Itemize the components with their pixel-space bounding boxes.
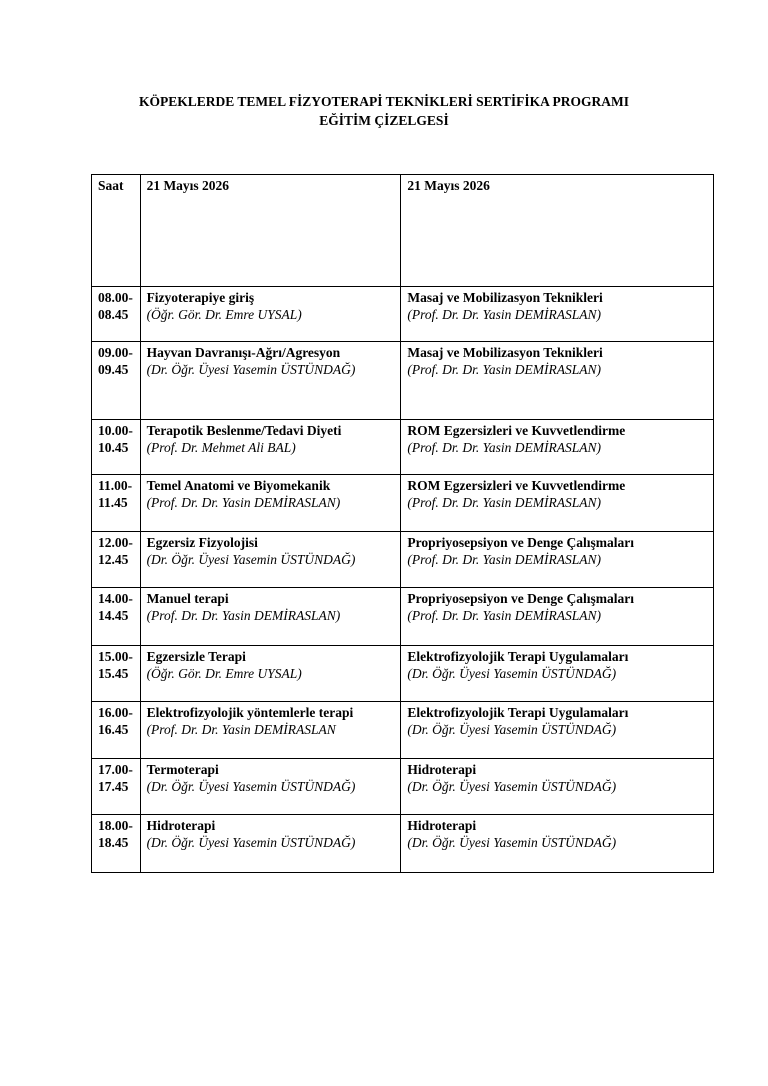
time-end: 15.45 — [98, 666, 129, 681]
day2-subject: Masaj ve Mobilizasyon Teknikleri — [407, 290, 603, 305]
time-cell — [92, 532, 141, 588]
table-row — [92, 287, 714, 342]
time-cell — [92, 646, 141, 702]
document-subtitle: EĞİTİM ÇİZELGESİ — [319, 113, 449, 128]
time-end: 17.45 — [98, 779, 129, 794]
day2-cell — [401, 420, 714, 475]
time-end: 14.45 — [98, 608, 129, 623]
day1-cell — [140, 342, 401, 420]
day1-cell — [140, 815, 401, 873]
day1-instructor: (Dr. Öğr. Üyesi Yasemin ÜSTÜNDAĞ) — [146, 779, 356, 794]
day1-cell — [140, 759, 401, 815]
time-start: 15.00- — [98, 649, 133, 664]
table-row — [92, 815, 714, 873]
day2-instructor: (Prof. Dr. Dr. Yasin DEMİRASLAN) — [407, 495, 602, 510]
time-end: 18.45 — [98, 835, 129, 850]
table-header-row — [92, 175, 714, 287]
day1-instructor: (Öğr. Gör. Dr. Emre UYSAL) — [146, 307, 302, 322]
day2-subject: Masaj ve Mobilizasyon Teknikleri — [407, 345, 603, 360]
time-start: 12.00- — [98, 535, 133, 550]
time-end: 11.45 — [98, 495, 128, 510]
time-start: 16.00- — [98, 705, 133, 720]
time-start: 18.00- — [98, 818, 133, 833]
day2-cell — [401, 815, 714, 873]
day1-instructor: (Öğr. Gör. Dr. Emre UYSAL) — [146, 666, 302, 681]
time-start: 10.00- — [98, 423, 133, 438]
table-row — [92, 588, 714, 646]
time-cell — [92, 475, 141, 532]
day1-instructor: (Dr. Öğr. Üyesi Yasemin ÜSTÜNDAĞ) — [146, 552, 356, 567]
time-end: 16.45 — [98, 722, 129, 737]
header-time: Saat — [92, 175, 141, 287]
day2-instructor: (Prof. Dr. Dr. Yasin DEMİRASLAN) — [407, 362, 602, 377]
day2-instructor: (Prof. Dr. Dr. Yasin DEMİRASLAN) — [407, 307, 602, 322]
table-row — [92, 420, 714, 475]
day1-cell — [140, 420, 401, 475]
schedule-table — [91, 174, 714, 873]
time-cell — [92, 420, 141, 475]
day2-subject: Hidroterapi — [407, 818, 477, 833]
day2-subject: Elektrofizyolojik Terapi Uygulamaları — [407, 649, 629, 664]
table-row — [92, 702, 714, 759]
day1-subject: Egzersiz Fizyolojisi — [146, 535, 258, 550]
time-end: 09.45 — [98, 362, 129, 377]
day2-subject: ROM Egzersizleri ve Kuvvetlendirme — [407, 478, 626, 493]
day1-instructor: (Prof. Dr. Dr. Yasin DEMİRASLAN) — [146, 495, 341, 510]
day2-subject: ROM Egzersizleri ve Kuvvetlendirme — [407, 423, 626, 438]
day1-cell — [140, 532, 401, 588]
day1-instructor: (Prof. Dr. Dr. Yasin DEMİRASLAN — [146, 722, 336, 737]
day1-instructor: (Dr. Öğr. Üyesi Yasemin ÜSTÜNDAĞ) — [146, 362, 356, 377]
day2-cell — [401, 287, 714, 342]
day2-subject: Propriyosepsiyon ve Denge Çalışmaları — [407, 591, 635, 606]
day2-cell — [401, 588, 714, 646]
day1-subject: Terapotik Beslenme/Tedavi Diyeti — [146, 423, 342, 438]
day1-subject: Temel Anatomi ve Biyomekanik — [146, 478, 331, 493]
day2-cell — [401, 342, 714, 420]
day1-cell — [140, 646, 401, 702]
day1-cell — [140, 475, 401, 532]
day2-instructor: (Dr. Öğr. Üyesi Yasemin ÜSTÜNDAĞ) — [407, 722, 617, 737]
day2-cell — [401, 759, 714, 815]
day1-subject: Egzersizle Terapi — [146, 649, 246, 664]
header-day2: 21 Mayıs 2026 — [401, 175, 714, 287]
day1-cell — [140, 702, 401, 759]
day2-instructor: (Prof. Dr. Dr. Yasin DEMİRASLAN) — [407, 608, 602, 623]
day2-instructor: (Dr. Öğr. Üyesi Yasemin ÜSTÜNDAĞ) — [407, 835, 617, 850]
time-end: 12.45 — [98, 552, 129, 567]
time-cell — [92, 702, 141, 759]
time-start: 11.00- — [98, 478, 133, 493]
time-cell — [92, 342, 141, 420]
day1-instructor: (Dr. Öğr. Üyesi Yasemin ÜSTÜNDAĞ) — [146, 835, 356, 850]
day2-cell — [401, 475, 714, 532]
day1-subject: Manuel terapi — [146, 591, 229, 606]
time-start: 09.00- — [98, 345, 133, 360]
day1-subject: Elektrofizyolojik yöntemlerle terapi — [146, 705, 354, 720]
day2-subject: Elektrofizyolojik Terapi Uygulamaları — [407, 705, 629, 720]
time-end: 08.45 — [98, 307, 129, 322]
time-end: 10.45 — [98, 440, 129, 455]
time-cell — [92, 588, 141, 646]
time-start: 14.00- — [98, 591, 133, 606]
day2-cell — [401, 702, 714, 759]
day1-cell — [140, 588, 401, 646]
day2-subject: Propriyosepsiyon ve Denge Çalışmaları — [407, 535, 635, 550]
day1-subject: Hidroterapi — [146, 818, 216, 833]
header-day1: 21 Mayıs 2026 — [140, 175, 401, 287]
day2-instructor: (Prof. Dr. Dr. Yasin DEMİRASLAN) — [407, 440, 602, 455]
table-row — [92, 475, 714, 532]
day2-instructor: (Dr. Öğr. Üyesi Yasemin ÜSTÜNDAĞ) — [407, 666, 617, 681]
document-title: KÖPEKLERDE TEMEL FİZYOTERAPİ TEKNİKLERİ SERTİFİKA PROGRAMI — [139, 94, 629, 109]
table-row — [92, 342, 714, 420]
day2-instructor: (Prof. Dr. Dr. Yasin DEMİRASLAN) — [407, 552, 602, 567]
day2-cell — [401, 532, 714, 588]
time-start: 08.00- — [98, 290, 133, 305]
day1-subject: Hayvan Davranışı-Ağrı/Agresyon — [146, 345, 341, 360]
time-start: 17.00- — [98, 762, 133, 777]
time-cell — [92, 287, 141, 342]
table-row — [92, 646, 714, 702]
time-cell — [92, 759, 141, 815]
day1-subject: Fizyoterapiye giriş — [146, 290, 255, 305]
time-cell — [92, 815, 141, 873]
day1-instructor: (Prof. Dr. Mehmet Ali BAL) — [146, 440, 296, 455]
day2-cell — [401, 646, 714, 702]
day2-instructor: (Dr. Öğr. Üyesi Yasemin ÜSTÜNDAĞ) — [407, 779, 617, 794]
table-row — [92, 532, 714, 588]
day1-cell — [140, 287, 401, 342]
day1-subject: Termoterapi — [146, 762, 219, 777]
day1-instructor: (Prof. Dr. Dr. Yasin DEMİRASLAN) — [146, 608, 341, 623]
table-row — [92, 759, 714, 815]
day2-subject: Hidroterapi — [407, 762, 477, 777]
